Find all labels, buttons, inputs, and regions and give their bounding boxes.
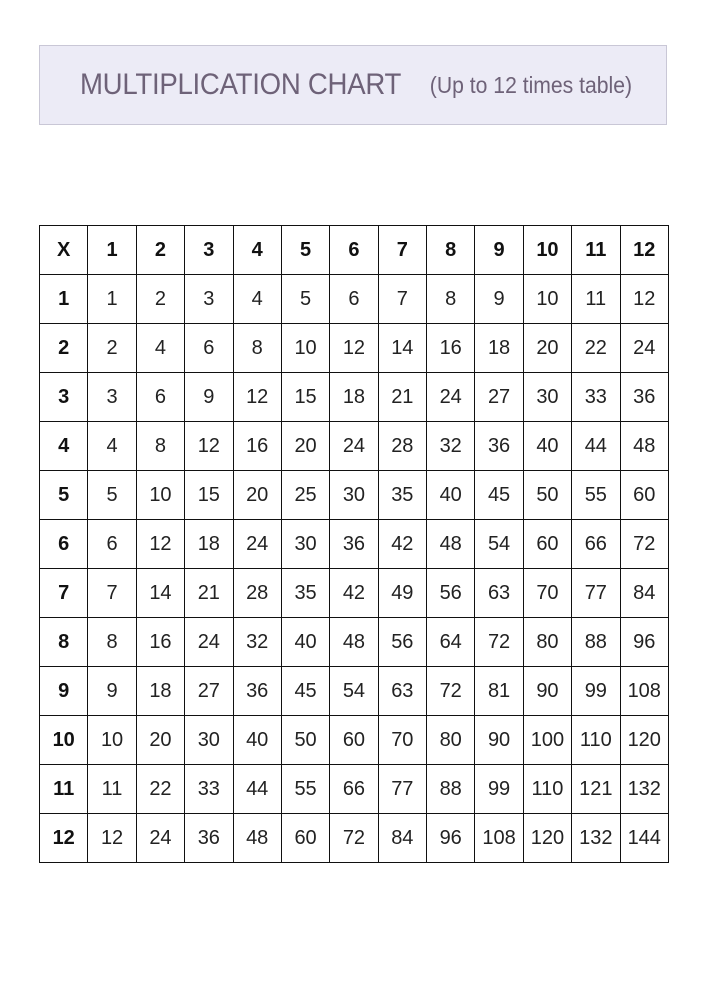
product-cell: 72 [620, 520, 669, 569]
product-cell: 35 [378, 471, 426, 520]
product-cell: 12 [88, 814, 136, 863]
product-cell: 60 [523, 520, 571, 569]
table-row [40, 471, 669, 520]
row-header: 4 [40, 422, 88, 471]
product-cell: 7 [378, 275, 426, 324]
column-header: 10 [523, 226, 571, 275]
product-cell: 54 [475, 520, 523, 569]
product-cell: 80 [523, 618, 571, 667]
product-cell: 24 [330, 422, 378, 471]
row-header: 10 [40, 716, 88, 765]
product-cell: 110 [572, 716, 620, 765]
product-cell: 66 [572, 520, 620, 569]
product-cell: 90 [523, 667, 571, 716]
product-cell: 88 [427, 765, 475, 814]
product-cell: 70 [523, 569, 571, 618]
product-cell: 33 [572, 373, 620, 422]
product-cell: 42 [378, 520, 426, 569]
product-cell: 108 [475, 814, 523, 863]
product-cell: 108 [620, 667, 669, 716]
product-cell: 63 [378, 667, 426, 716]
product-cell: 44 [572, 422, 620, 471]
product-cell: 9 [475, 275, 523, 324]
product-cell: 1 [88, 275, 136, 324]
product-cell: 100 [523, 716, 571, 765]
column-header: 3 [185, 226, 233, 275]
product-cell: 20 [523, 324, 571, 373]
product-cell: 20 [281, 422, 329, 471]
product-cell: 25 [281, 471, 329, 520]
product-cell: 16 [427, 324, 475, 373]
product-cell: 120 [523, 814, 571, 863]
product-cell: 48 [427, 520, 475, 569]
row-header: 1 [40, 275, 88, 324]
table-row [40, 667, 669, 716]
product-cell: 48 [620, 422, 669, 471]
product-cell: 18 [475, 324, 523, 373]
title-banner [39, 45, 667, 125]
product-cell: 27 [185, 667, 233, 716]
product-cell: 33 [185, 765, 233, 814]
product-cell: 110 [523, 765, 571, 814]
product-cell: 28 [378, 422, 426, 471]
product-cell: 10 [523, 275, 571, 324]
product-cell: 12 [185, 422, 233, 471]
product-cell: 28 [233, 569, 281, 618]
product-cell: 99 [572, 667, 620, 716]
product-cell: 24 [427, 373, 475, 422]
table-row [40, 814, 669, 863]
table-row [40, 422, 669, 471]
product-cell: 96 [427, 814, 475, 863]
product-cell: 132 [572, 814, 620, 863]
product-cell: 8 [136, 422, 184, 471]
column-header: 1 [88, 226, 136, 275]
product-cell: 72 [330, 814, 378, 863]
row-header: 8 [40, 618, 88, 667]
product-cell: 4 [88, 422, 136, 471]
product-cell: 60 [620, 471, 669, 520]
product-cell: 54 [330, 667, 378, 716]
product-cell: 36 [330, 520, 378, 569]
product-cell: 6 [330, 275, 378, 324]
product-cell: 18 [136, 667, 184, 716]
chart-title: MULTIPLICATION CHART [79, 68, 401, 101]
product-cell: 9 [185, 373, 233, 422]
product-cell: 99 [475, 765, 523, 814]
product-cell: 84 [378, 814, 426, 863]
product-cell: 56 [427, 569, 475, 618]
chart-subtitle: (Up to 12 times table) [429, 71, 632, 98]
product-cell: 36 [233, 667, 281, 716]
product-cell: 20 [136, 716, 184, 765]
product-cell: 18 [330, 373, 378, 422]
product-cell: 32 [427, 422, 475, 471]
corner-cell: X [40, 226, 88, 275]
column-header: 5 [281, 226, 329, 275]
product-cell: 6 [136, 373, 184, 422]
product-cell: 11 [88, 765, 136, 814]
row-header: 11 [40, 765, 88, 814]
product-cell: 60 [330, 716, 378, 765]
product-cell: 40 [427, 471, 475, 520]
product-cell: 4 [233, 275, 281, 324]
product-cell: 30 [330, 471, 378, 520]
product-cell: 8 [88, 618, 136, 667]
product-cell: 30 [523, 373, 571, 422]
table-row [40, 324, 669, 373]
product-cell: 88 [572, 618, 620, 667]
product-cell: 70 [378, 716, 426, 765]
product-cell: 10 [88, 716, 136, 765]
product-cell: 10 [281, 324, 329, 373]
table-row [40, 520, 669, 569]
product-cell: 18 [185, 520, 233, 569]
product-cell: 20 [233, 471, 281, 520]
row-header: 3 [40, 373, 88, 422]
product-cell: 5 [281, 275, 329, 324]
product-cell: 48 [233, 814, 281, 863]
row-header: 6 [40, 520, 88, 569]
product-cell: 96 [620, 618, 669, 667]
column-header: 2 [136, 226, 184, 275]
product-cell: 8 [427, 275, 475, 324]
product-cell: 84 [620, 569, 669, 618]
product-cell: 30 [281, 520, 329, 569]
product-cell: 14 [136, 569, 184, 618]
row-header: 7 [40, 569, 88, 618]
product-cell: 132 [620, 765, 669, 814]
product-cell: 6 [185, 324, 233, 373]
product-cell: 120 [620, 716, 669, 765]
product-cell: 12 [136, 520, 184, 569]
column-header: 9 [475, 226, 523, 275]
table-row [40, 765, 669, 814]
product-cell: 16 [233, 422, 281, 471]
product-cell: 30 [185, 716, 233, 765]
product-cell: 55 [572, 471, 620, 520]
table-row [40, 569, 669, 618]
product-cell: 4 [136, 324, 184, 373]
product-cell: 9 [88, 667, 136, 716]
column-header: 12 [620, 226, 669, 275]
product-cell: 144 [620, 814, 669, 863]
product-cell: 40 [233, 716, 281, 765]
product-cell: 45 [281, 667, 329, 716]
product-cell: 121 [572, 765, 620, 814]
product-cell: 63 [475, 569, 523, 618]
product-cell: 90 [475, 716, 523, 765]
product-cell: 81 [475, 667, 523, 716]
product-cell: 49 [378, 569, 426, 618]
product-cell: 12 [233, 373, 281, 422]
product-cell: 15 [281, 373, 329, 422]
header-row [40, 226, 669, 275]
product-cell: 64 [427, 618, 475, 667]
product-cell: 6 [88, 520, 136, 569]
row-header: 9 [40, 667, 88, 716]
product-cell: 24 [233, 520, 281, 569]
multiplication-table [39, 225, 669, 863]
product-cell: 3 [185, 275, 233, 324]
product-cell: 27 [475, 373, 523, 422]
product-cell: 48 [330, 618, 378, 667]
column-header: 11 [572, 226, 620, 275]
product-cell: 21 [185, 569, 233, 618]
table-row [40, 618, 669, 667]
product-cell: 44 [233, 765, 281, 814]
product-cell: 11 [572, 275, 620, 324]
product-cell: 24 [620, 324, 669, 373]
product-cell: 80 [427, 716, 475, 765]
column-header: 7 [378, 226, 426, 275]
column-header: 6 [330, 226, 378, 275]
product-cell: 60 [281, 814, 329, 863]
column-header: 8 [427, 226, 475, 275]
product-cell: 7 [88, 569, 136, 618]
product-cell: 12 [620, 275, 669, 324]
product-cell: 66 [330, 765, 378, 814]
product-cell: 24 [185, 618, 233, 667]
product-cell: 56 [378, 618, 426, 667]
product-cell: 42 [330, 569, 378, 618]
product-cell: 16 [136, 618, 184, 667]
product-cell: 10 [136, 471, 184, 520]
product-cell: 15 [185, 471, 233, 520]
product-cell: 45 [475, 471, 523, 520]
product-cell: 36 [620, 373, 669, 422]
product-cell: 72 [475, 618, 523, 667]
row-header: 5 [40, 471, 88, 520]
product-cell: 77 [378, 765, 426, 814]
table-row [40, 275, 669, 324]
product-cell: 21 [378, 373, 426, 422]
product-cell: 32 [233, 618, 281, 667]
product-cell: 5 [88, 471, 136, 520]
product-cell: 2 [88, 324, 136, 373]
product-cell: 8 [233, 324, 281, 373]
product-cell: 50 [523, 471, 571, 520]
product-cell: 24 [136, 814, 184, 863]
row-header: 2 [40, 324, 88, 373]
product-cell: 72 [427, 667, 475, 716]
product-cell: 50 [281, 716, 329, 765]
product-cell: 14 [378, 324, 426, 373]
product-cell: 22 [572, 324, 620, 373]
table-row [40, 373, 669, 422]
product-cell: 2 [136, 275, 184, 324]
product-cell: 12 [330, 324, 378, 373]
product-cell: 55 [281, 765, 329, 814]
product-cell: 35 [281, 569, 329, 618]
product-cell: 40 [281, 618, 329, 667]
product-cell: 36 [475, 422, 523, 471]
product-cell: 40 [523, 422, 571, 471]
column-header: 4 [233, 226, 281, 275]
table-row [40, 716, 669, 765]
product-cell: 3 [88, 373, 136, 422]
row-header: 12 [40, 814, 88, 863]
product-cell: 22 [136, 765, 184, 814]
product-cell: 77 [572, 569, 620, 618]
product-cell: 36 [185, 814, 233, 863]
